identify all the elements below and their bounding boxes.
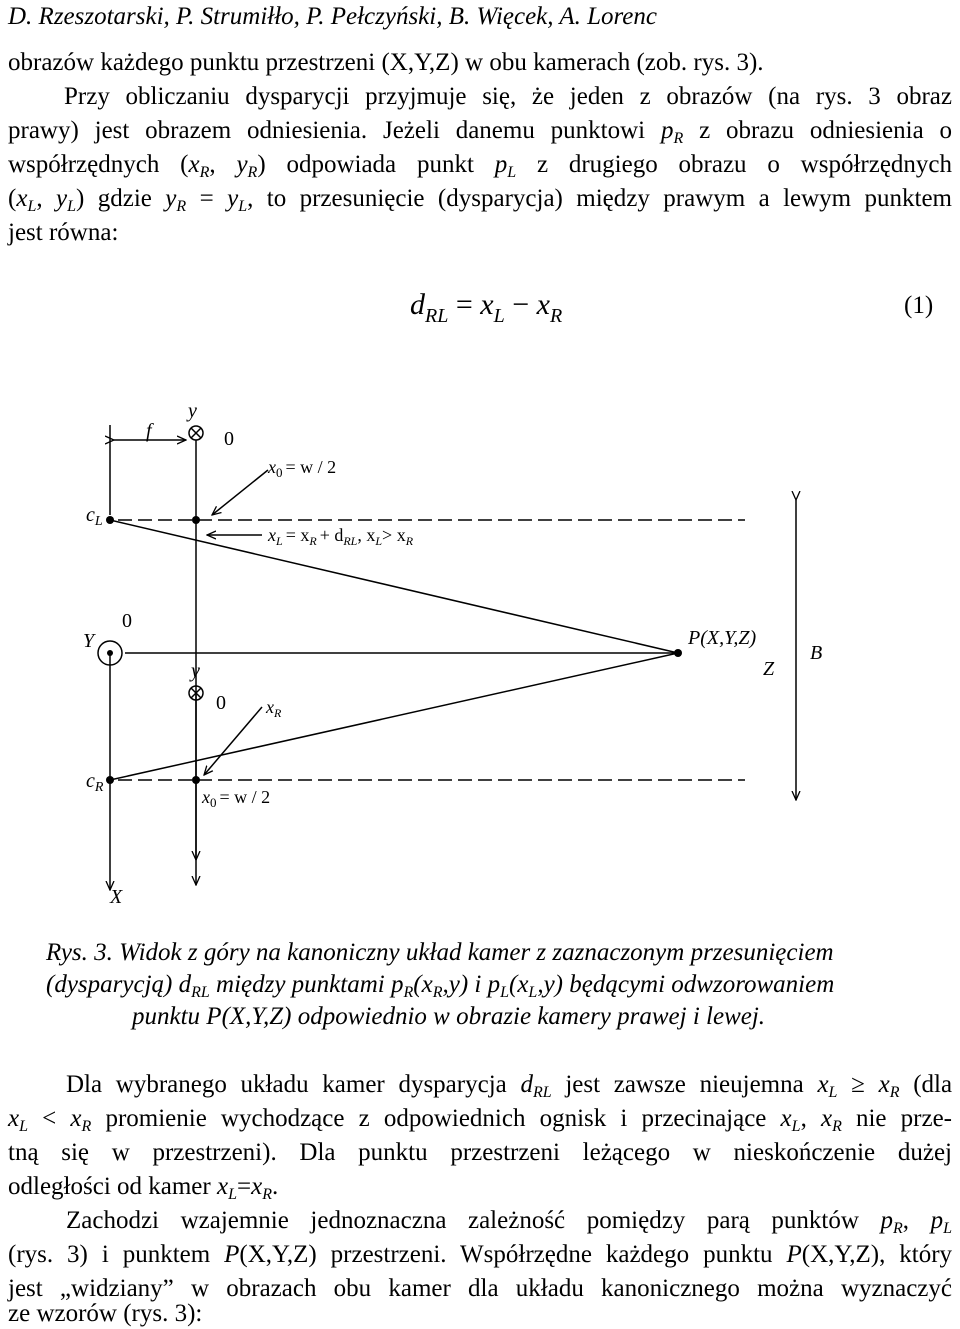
running-header: D. Rzeszotarski, P. Strumiłło, P. Pełczyński, B. Więcek, A. Lorenc xyxy=(8,3,657,30)
label-cl: $c_L$ xyxy=(86,504,103,529)
intro-line-2: Przy obliczaniu dysparycji przyjmuje się, że jeden z obrazów (na rys. 3 obraz xyxy=(64,83,952,110)
y-axis-origin-dot xyxy=(107,650,113,656)
body-line-7: jest „widziany” w obrazach obu kamer dla układu kanonicznego można wyznaczyć xyxy=(8,1275,952,1302)
world-point-p xyxy=(674,649,682,657)
focal-point-cl xyxy=(106,516,114,524)
caption-line-2: (dysparycją) $d_{RL}$ między punktami $p_R(x_R,y)$ i $p_L(x_L,y)$ będącymi odwzorowaniem xyxy=(46,971,835,1001)
caption-line-1: Rys. 3. Widok z góry na kanoniczny układ kamer z zaznaczonym przesunięciem xyxy=(46,939,834,966)
label-Y: Y xyxy=(83,630,95,652)
label-xl-formula: $x_L = x_R + d_{RL}$, $x_L> x_R$ xyxy=(268,525,414,548)
body-line-6: (rys. 3) i punktem P(X,Y,Z) przestrzeni. Współrzędne każdego punktu P(X,Y,Z), który xyxy=(8,1241,953,1268)
label-f: f xyxy=(146,420,152,442)
body-line-5: Zachodzi wzajemnie jednoznaczna zależność pomiędzy parą punktów $p_R$, $p_L$ xyxy=(66,1207,952,1237)
focal-point-cr xyxy=(106,776,114,784)
body-line-3: tną się w przestrzeni). Dla punktu przestrzeni leżącego w nieskończenie dużej xyxy=(8,1139,952,1166)
image-point-right xyxy=(192,776,200,784)
label-B: B xyxy=(810,642,823,664)
intro-line-3: prawy) jest obrazem odniesienia. Jeżeli danemu punktowi $p_R$ z obrazu odniesienia o xyxy=(8,117,953,147)
intro-line-1: obrazów każdego punktu przestrzeni (X,Y,Z) w obu kamerach (zob. rys. 3). xyxy=(8,49,764,76)
label-X: X xyxy=(110,886,123,908)
label-xr: $x_R$ xyxy=(266,697,282,720)
intro-line-5: ($x_L$, $y_L$) gdzie $y_R = y_L$, to przesunięcie (dysparycja) między prawym a lewym punktem xyxy=(8,185,953,215)
figure-3-diagram xyxy=(0,395,960,915)
label-x0-bot: $x_0 = w / 2$ xyxy=(202,787,271,810)
label-y-top: y xyxy=(188,400,197,422)
label-p-xyz: P(X,Y,Z) xyxy=(688,627,757,649)
caption-line-3: punktu P(X,Y,Z) odpowiednio w obrazie kamery prawej i lewej. xyxy=(132,1003,766,1030)
body-line-8: ze wzorów (rys. 3): xyxy=(8,1300,203,1327)
label-zero-top: 0 xyxy=(224,428,234,450)
body-line-4: odległości od kamer $x_L=x_R$. xyxy=(8,1173,279,1203)
equation-number: (1) xyxy=(904,292,934,319)
leader-x0-top xyxy=(212,470,268,515)
image-point-left xyxy=(192,516,200,524)
figure-caption xyxy=(46,938,920,1032)
leader-xr xyxy=(204,707,262,775)
intro-line-4: współrzędnych ($x_R$, $y_R$) odpowiada punkt $p_L$ z drugiego obrazu o współrzędnych xyxy=(8,151,953,181)
body-line-1: Dla wybranego układu kamer dysparycja $d_{RL}$ jest zawsze nieujemna $x_L \ge x_R$ (dla xyxy=(66,1071,953,1101)
label-zero-low: 0 xyxy=(216,692,226,714)
intro-line-6: jest równa: xyxy=(8,219,119,246)
body-line-2: $x_L < x_R$ promienie wychodzące z odpowiednich ognisk i przecinające $x_L$, $x_R$ nie prze- xyxy=(8,1105,953,1135)
label-zero-mid: 0 xyxy=(122,610,132,632)
equation-1: $d_{RL} = x_L - x_R$ xyxy=(410,288,563,327)
label-Z: Z xyxy=(763,658,775,680)
label-cr: $c_R$ xyxy=(86,770,104,795)
label-x0-top: $x_0 = w / 2$ xyxy=(268,457,337,480)
label-y-mid: y xyxy=(191,660,200,682)
